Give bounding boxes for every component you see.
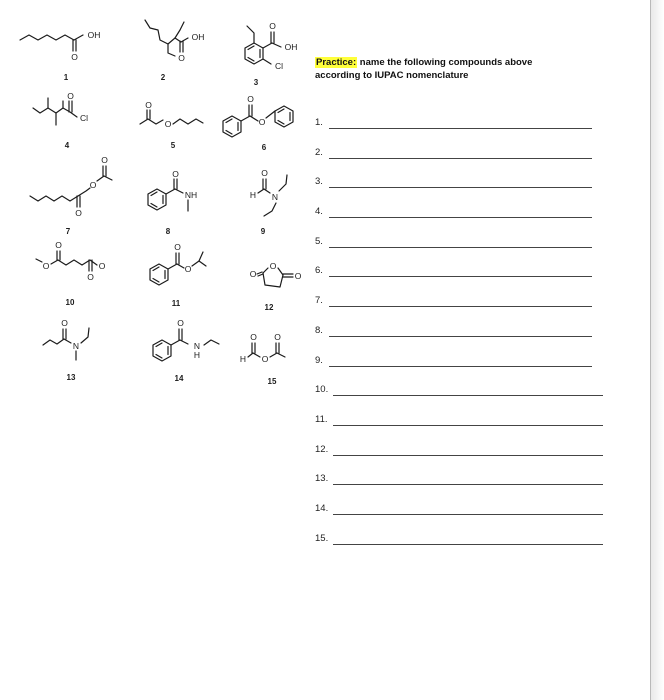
compound-1-number: 1: [63, 73, 69, 82]
answer-number-1: 1.: [315, 117, 323, 128]
compound-5-structure: [140, 100, 203, 129]
compound-12-o2-label: O: [294, 271, 302, 281]
compound-14-n-label: N: [193, 341, 201, 351]
compound-9-structure: [250, 168, 287, 216]
answer-line-1[interactable]: [315, 115, 595, 145]
answer-blank-1[interactable]: [329, 128, 592, 129]
compound-11-number: 11: [171, 299, 181, 308]
answer-blank-15[interactable]: [333, 544, 603, 545]
answer-number-15: 15.: [315, 532, 329, 544]
answer-blank-4[interactable]: [329, 217, 592, 218]
answer-blank-6[interactable]: [329, 276, 592, 277]
answer-line-12[interactable]: [315, 442, 595, 472]
compound-3-structure: [245, 21, 297, 71]
compound-10-o2-label: O: [87, 272, 94, 282]
compound-6-number: 6: [261, 143, 267, 152]
compound-13-o-label: O: [61, 318, 68, 328]
answer-blank-7[interactable]: [329, 306, 592, 307]
answer-line-4[interactable]: [315, 204, 595, 234]
compound-12-number: 12: [264, 303, 274, 312]
compound-15-bridge-o-label: O: [261, 354, 269, 364]
compound-12-ring-o-label: O: [269, 261, 277, 271]
answer-number-5: 5.: [315, 235, 323, 247]
answer-list: [315, 115, 595, 560]
compound-14-structure: [153, 318, 219, 361]
answer-blank-12[interactable]: [333, 455, 603, 456]
compound-13-number: 13: [66, 373, 76, 382]
answer-number-11: 11.: [315, 413, 328, 425]
compound-14-number: 14: [174, 374, 184, 383]
compound-7-o2-label: O: [101, 155, 108, 165]
compound-8-structure: [148, 169, 197, 211]
answer-blank-3[interactable]: [329, 187, 592, 188]
answer-line-5[interactable]: [315, 234, 595, 264]
answer-number-10: 10.: [315, 384, 329, 396]
answer-line-11[interactable]: [315, 412, 595, 442]
compound-14-h-label: H: [193, 350, 201, 360]
answer-blank-13[interactable]: [333, 484, 603, 485]
compound-2-number: 2: [160, 73, 166, 82]
compound-15-o-label: O: [250, 332, 257, 342]
answer-blank-9[interactable]: [329, 366, 592, 367]
compound-7-o-label: O: [75, 208, 82, 218]
compound-1-oh-label: OH: [87, 30, 101, 40]
compound-3-o-label: O: [269, 21, 276, 31]
answer-line-2[interactable]: [315, 145, 595, 175]
compound-8-number: 8: [165, 227, 171, 236]
answer-number-6: 6.: [315, 265, 323, 277]
compound-6-o-label: O: [247, 94, 254, 104]
compound-8-o-label: O: [172, 169, 179, 179]
compound-10-o3-label: O: [98, 261, 106, 271]
compound-1-o-label: O: [71, 52, 78, 62]
compound-7-structure: [30, 155, 112, 218]
compound-2-oh-label: OH: [191, 32, 205, 42]
answer-line-7[interactable]: [315, 293, 595, 323]
answer-blank-2[interactable]: [329, 158, 592, 159]
answer-blank-11[interactable]: [333, 425, 603, 426]
compound-15-number: 15: [267, 377, 277, 386]
answer-blank-10[interactable]: [333, 395, 603, 396]
compound-10-o-label: O: [55, 240, 62, 250]
compound-2-structure: [145, 20, 204, 63]
answer-number-9: 9.: [315, 354, 323, 366]
compound-3-cl-label: Cl: [274, 61, 284, 71]
answer-line-9[interactable]: [315, 353, 595, 383]
compound-12-o-label: O: [249, 269, 257, 279]
answer-line-13[interactable]: [315, 471, 595, 501]
answer-line-15[interactable]: [315, 531, 595, 561]
answer-line-14[interactable]: [315, 501, 595, 531]
compound-11-structure: [150, 242, 206, 285]
practice-highlight: Practice:: [316, 57, 357, 68]
compound-7-number: 7: [65, 227, 71, 236]
answer-number-4: 4.: [315, 206, 323, 218]
compound-9-h-label: H: [249, 190, 257, 200]
answer-number-14: 14.: [315, 502, 329, 514]
compound-2-o-label: O: [178, 53, 185, 63]
compound-15-o2-label: O: [274, 332, 281, 342]
compound-3-number: 3: [253, 78, 259, 87]
compound-5-number: 5: [170, 141, 176, 150]
compound-5-ester-o-label: O: [164, 119, 172, 129]
answer-number-12: 12.: [315, 443, 329, 455]
answer-number-2: 2.: [315, 146, 323, 158]
compound-12-structure: [250, 261, 302, 287]
page-shadow: [651, 0, 664, 700]
answer-blank-14[interactable]: [333, 514, 603, 515]
compound-3-oh-label: OH: [284, 42, 298, 52]
answer-number-7: 7.: [315, 295, 323, 307]
compound-4-number: 4: [64, 141, 70, 150]
compound-9-o-label: O: [261, 168, 268, 178]
practice-text: name the following compounds above according to IUPAC nomenclature: [315, 57, 533, 81]
compound-1-structure: [20, 30, 100, 62]
answer-blank-8[interactable]: [329, 336, 592, 337]
compound-9-n-label: N: [271, 192, 279, 202]
compound-6-ester-o-label: O: [258, 117, 266, 127]
answer-line-10[interactable]: [315, 382, 595, 412]
compound-14-o-label: O: [177, 318, 184, 328]
answer-line-6[interactable]: [315, 263, 595, 293]
answer-line-3[interactable]: [315, 174, 595, 204]
compound-11-ester-o-label: O: [184, 264, 192, 274]
compound-10-ester-o-label: O: [42, 261, 50, 271]
compound-4-cl-label: Cl: [79, 113, 89, 123]
compound-5-o-label: O: [145, 100, 152, 110]
compound-8-nh-label: NH: [184, 190, 198, 200]
answer-number-3: 3.: [315, 176, 323, 188]
compound-10-structure: [36, 240, 106, 282]
answer-blank-5[interactable]: [329, 247, 592, 248]
structure-grid: [0, 0, 320, 400]
compound-15-structure: [240, 332, 285, 364]
practice-instruction: [315, 56, 560, 82]
compound-13-structure: [43, 318, 89, 360]
answer-line-8[interactable]: [315, 323, 595, 353]
compound-7-ester-o-label: O: [89, 180, 97, 190]
compound-4-structure: [33, 91, 88, 125]
compound-9-number: 9: [260, 227, 266, 236]
compound-13-n-label: N: [72, 341, 80, 351]
compound-6-structure: [223, 94, 293, 137]
compound-10-number: 10: [65, 298, 75, 307]
answer-number-8: 8.: [315, 324, 323, 336]
compound-11-o-label: O: [174, 242, 181, 252]
answer-number-13: 13.: [315, 473, 329, 485]
compound-4-o-label: O: [67, 91, 74, 101]
compound-15-h-label: H: [239, 354, 247, 364]
